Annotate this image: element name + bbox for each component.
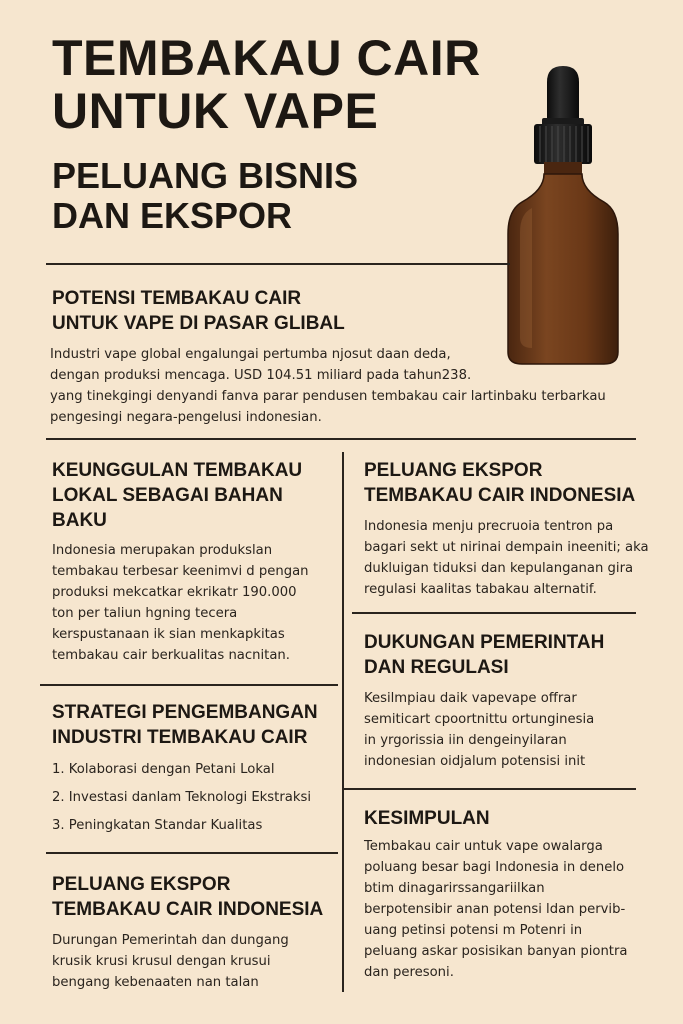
- divider-right-2: [344, 788, 636, 790]
- section-conclusion-body: Tembakau cair untuk vape owalarga poluang besar bagi Indonesia in denelo btim dinagarirssangariilkan berpotensibir anan potensi ldan pervib- uang petinsi potensi m Potenri in peluang askar posisikan banyan piontra dan peresoni.: [364, 839, 628, 980]
- section-export-left-body: Durungan Pemerintah dan dungang krusik krusi krusul dengan krusui bengang kebenaaten nan talan: [52, 933, 289, 990]
- section-export-right-body: Indonesia menju precruoia tentron pa bagari sekt ut nirinai dempain ineeniti; aka dukluigan tiduksi dan kepulanganan gira regulasi kaalitas tabakau alternatif.: [364, 519, 649, 597]
- dropper-bottle-icon: [500, 62, 626, 372]
- section-global-heading: POTENSI TEMBAKAU CAIR UNTUK VAPE DI PASAR GLIBAL: [52, 288, 345, 334]
- section-export-left-heading: PELUANG EKSPOR TEMBAKAU CAIR INDONESIA: [52, 874, 324, 920]
- divider-vertical: [342, 452, 344, 992]
- section-local-heading: KEUNGGULAN TEMBAKAU LOKAL SEBAGAI BAHAN BAKU: [52, 460, 303, 531]
- list-item: 1. Kolaborasi dengan Petani Lokal: [52, 762, 275, 777]
- section-export-right-heading: PELUANG EKSPOR TEMBAKAU CAIR INDONESIA: [364, 460, 636, 506]
- main-title-line-2: UNTUK VAPE: [52, 83, 379, 139]
- section-conclusion-heading: KESIMPULAN: [364, 808, 490, 829]
- list-item: 3. Peningkatan Standar Kualitas: [52, 818, 263, 833]
- subtitle-line-2: DAN EKSPOR: [52, 195, 293, 236]
- subtitle: [52, 156, 492, 236]
- section-government-heading: DUKUNGAN PEMERINTAH DAN REGULASI: [364, 632, 605, 678]
- divider-right-1: [352, 612, 636, 614]
- main-title: [52, 32, 512, 138]
- divider-left-2: [46, 852, 338, 854]
- section-global-body: Industri vape global engalungai pertumba njosut daan deda, dengan produksi mencaga. USD 104.51 miliard pada tahun238. yang tinekgingi denyandi fanva parar pendusen tembakau cair lartinbaku terbarkau pengesingi negara-pengelusi indonesian.: [50, 347, 606, 425]
- main-title-line-1: TEMBAKAU CAIR: [52, 30, 481, 86]
- section-strategy-heading: STRATEGI PENGEMBANGAN INDUSTRI TEMBAKAU CAIR: [52, 702, 318, 748]
- divider-left-1: [40, 684, 338, 686]
- divider-intro: [46, 438, 636, 440]
- strategy-list: [52, 756, 311, 840]
- subtitle-line-1: PELUANG BISNIS: [52, 155, 359, 196]
- list-item: 2. Investasi danlam Teknologi Ekstraksi: [52, 790, 312, 805]
- section-government-body: Kesilmpiau daik vapevape offrar semiticart cpoortnittu ortunginesia in yrgorissia iin dengeinyilaran indonesian oidjalum potensisi init: [364, 691, 595, 769]
- divider-header: [46, 263, 510, 265]
- section-local-body: Indonesia merupakan produkslan tembakau terbesar keenimvi d pengan produksi mekcatkar ekrikatr 190.000 ton per taliun hgning tecera kerspustanaan ik sian menkapkitas tembakau cair berkualitas nacnitan.: [52, 543, 309, 663]
